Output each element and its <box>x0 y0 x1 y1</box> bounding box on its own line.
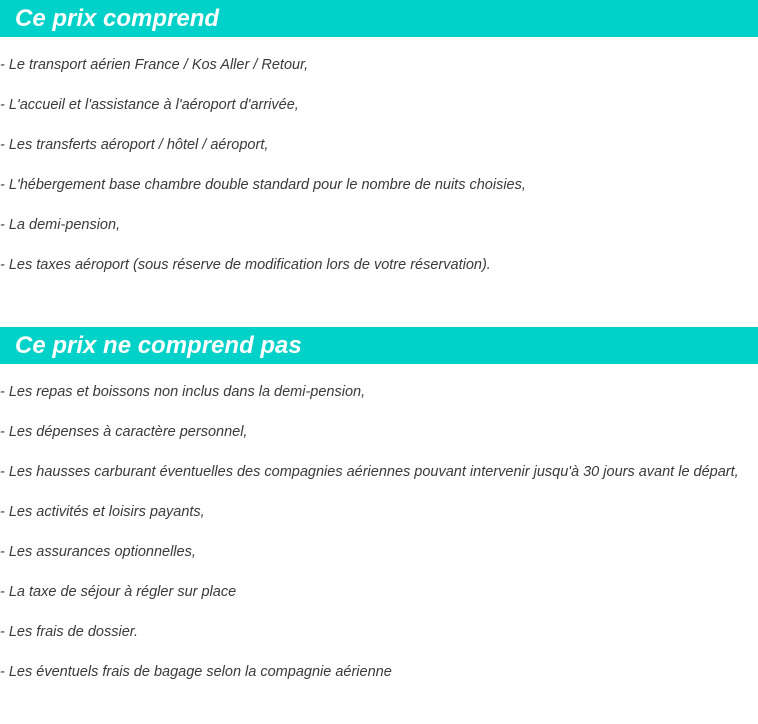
included-item: - L'hébergement base chambre double standard pour le nombre de nuits choisies, <box>0 177 526 193</box>
excluded-item: - Les frais de dossier. <box>0 624 139 640</box>
included-item: - L'accueil et l'assistance à l'aéroport d'arrivée, <box>0 97 299 113</box>
excluded-item: - Les assurances optionnelles, <box>0 544 196 560</box>
included-heading: Ce prix comprend <box>0 0 758 37</box>
excluded-list <box>0 364 758 702</box>
excluded-item: - Les activités et loisirs payants, <box>0 504 205 520</box>
included-item: - Les transferts aéroport / hôtel / aéroport, <box>0 137 269 153</box>
excluded-heading: Ce prix ne comprend pas <box>0 327 758 364</box>
excluded-section <box>0 327 758 702</box>
included-section <box>0 0 758 295</box>
included-item: - Les taxes aéroport (sous réserve de modification lors de votre réservation). <box>0 257 491 273</box>
included-item: - La demi-pension, <box>0 217 121 233</box>
excluded-item: - Les éventuels frais de bagage selon la compagnie aérienne <box>0 664 392 680</box>
excluded-item: - Les dépenses à caractère personnel, <box>0 424 248 440</box>
included-item: - Le transport aérien France / Kos Aller / Retour, <box>0 57 309 73</box>
excluded-item: - La taxe de séjour à régler sur place <box>0 584 237 600</box>
excluded-item: - Les repas et boissons non inclus dans la demi-pension, <box>0 384 366 400</box>
included-list <box>0 37 758 295</box>
excluded-item: - Les hausses carburant éventuelles des compagnies aériennes pouvant intervenir jusqu'à 30 jours avant le départ, <box>0 464 739 480</box>
